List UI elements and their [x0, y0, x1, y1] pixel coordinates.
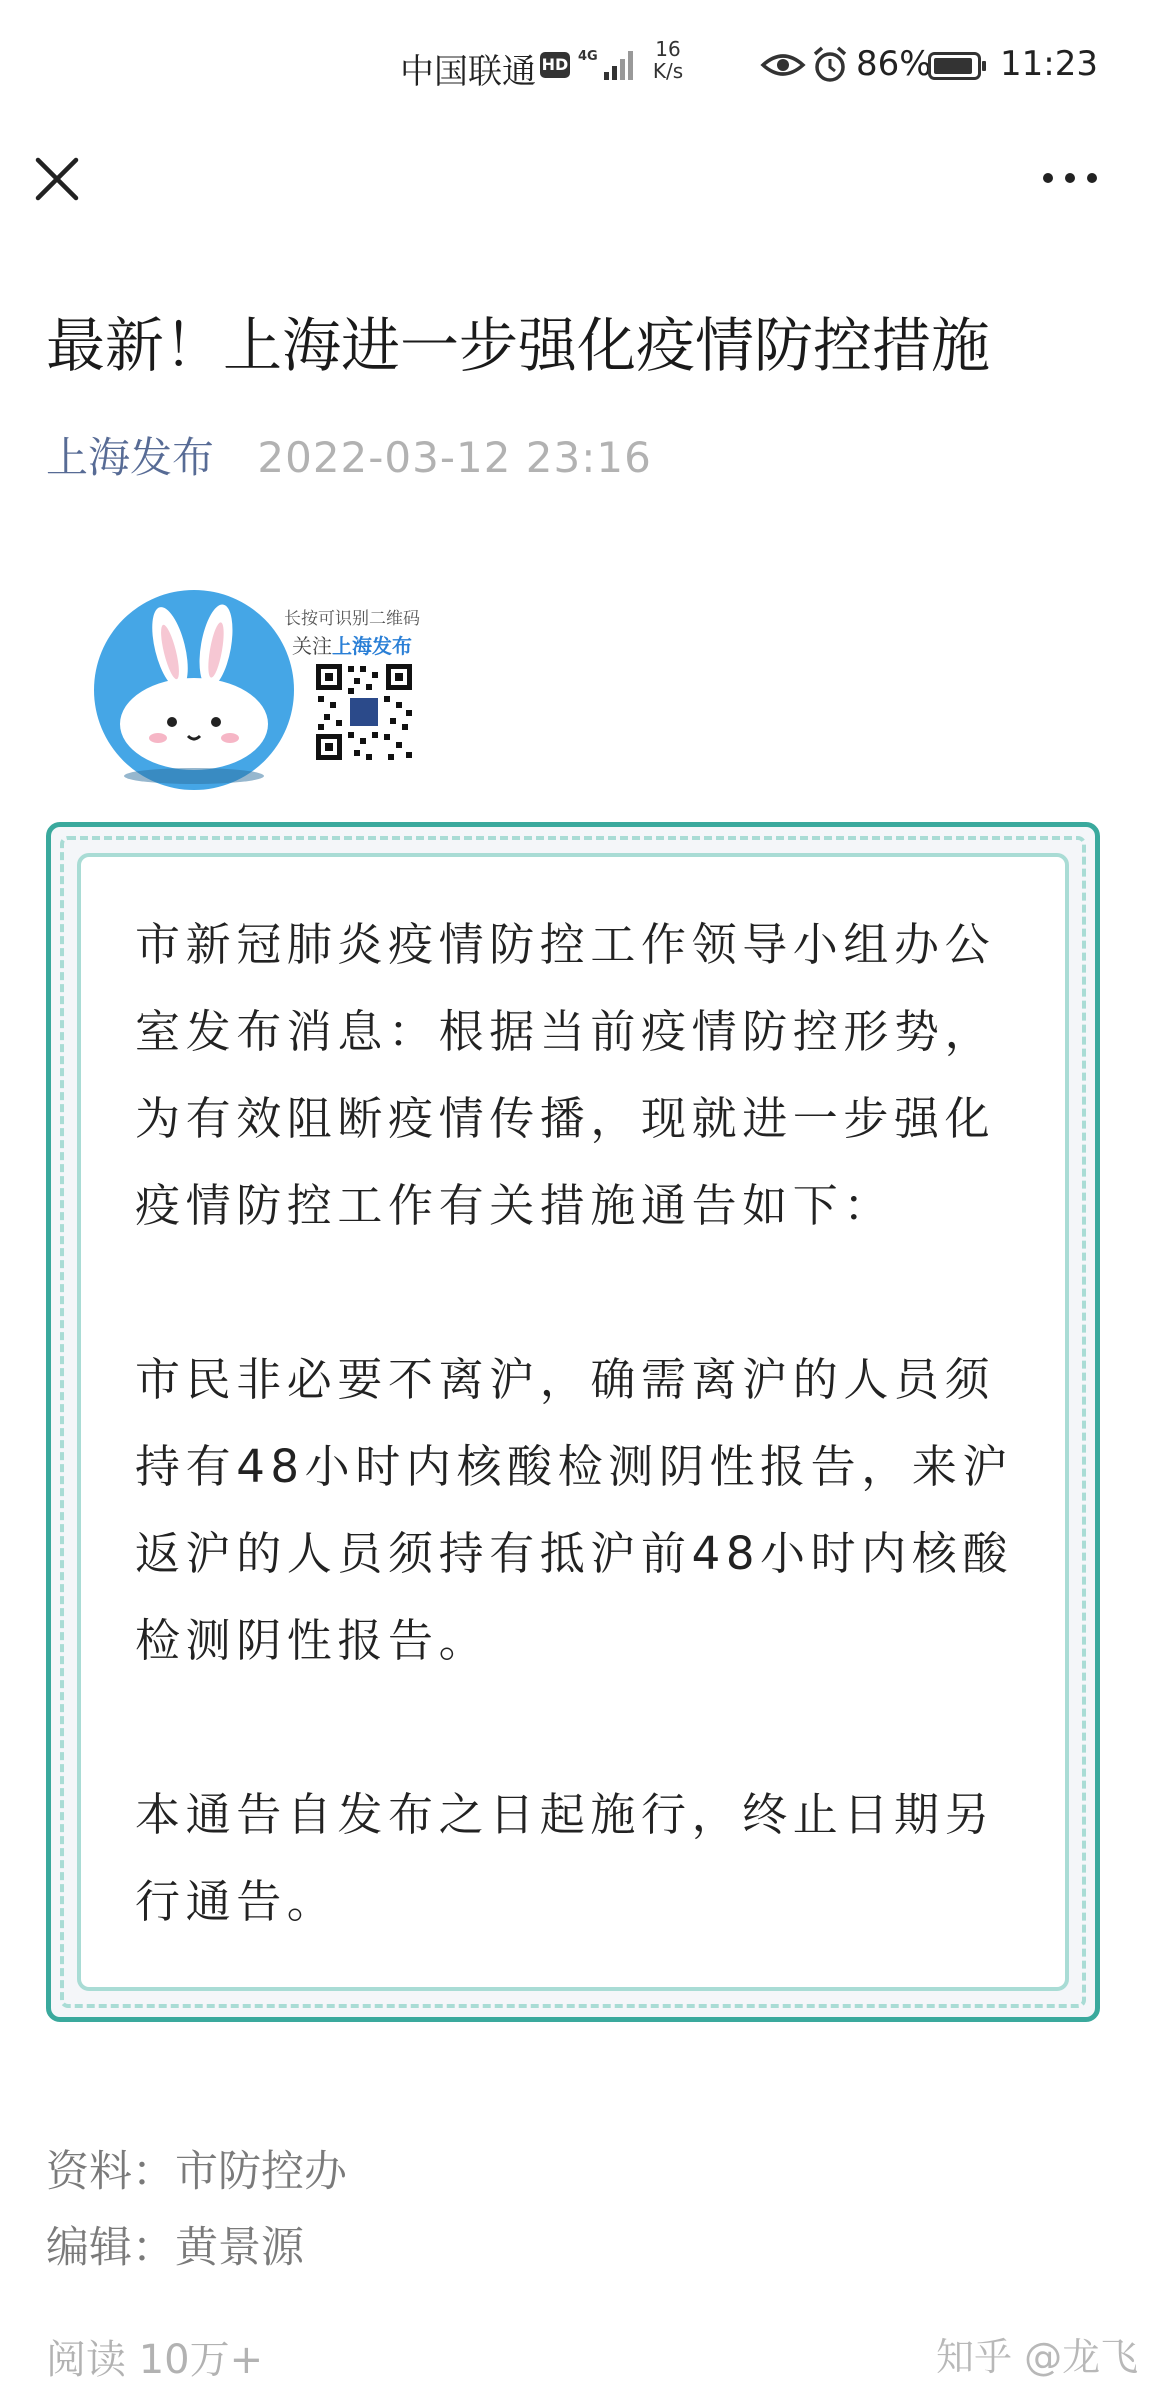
notice-card: [77, 853, 1069, 1991]
network-speed-unit: K/s: [652, 59, 684, 83]
battery-icon: [928, 52, 988, 80]
signal-icon: [578, 46, 638, 82]
notice-paragraph: 市民非必要不离沪，确需离沪的人员须持有48小时内核酸检测阴性报告，来沪返沪的人员须持有抵沪前48小时内核酸检测阴性报告。: [135, 1353, 1014, 1667]
close-icon: [38, 160, 76, 198]
network-speed: [648, 38, 688, 82]
more-button[interactable]: [1038, 160, 1102, 196]
close-button[interactable]: [30, 152, 84, 206]
carrier-name: 中国联通: [400, 52, 536, 92]
notice-body: [135, 901, 1035, 1945]
watermark: 知乎 @龙飞: [936, 2335, 1139, 2379]
article-title: 最新！上海进一步强化疫情防控措施: [46, 311, 991, 380]
clock: 11:23: [1000, 44, 1098, 84]
editor-credit: 编辑：黄景源: [46, 2223, 304, 2273]
read-count: 阅读 10万+: [46, 2337, 264, 2383]
more-icon: [1043, 173, 1097, 183]
bunny-logo-icon: [92, 590, 296, 790]
network-speed-value: 16: [655, 37, 681, 61]
article-meta: [46, 428, 652, 488]
network-type-label: 4G: [578, 49, 598, 64]
source-credit: 资料：市防控办: [46, 2147, 347, 2197]
qr-follow-text: [292, 630, 412, 659]
alarm-icon: [812, 46, 848, 84]
notice-paragraph: 市新冠肺炎疫情防控工作领导小组办公室发布消息：根据当前疫情防控形势，为有效阻断疫情传播，现就进一步强化疫情防控工作有关措施通告如下：: [135, 918, 996, 1232]
battery-percent: 86%: [856, 44, 932, 84]
qr-follow-prefix: 关注: [292, 634, 332, 658]
eye-comfort-icon: [760, 50, 806, 80]
author-link[interactable]: 上海发布: [46, 433, 215, 482]
hd-badge: HD: [540, 52, 570, 78]
notice-frame: [46, 822, 1100, 2022]
notice-paragraph: 本通告自发布之日起施行，终止日期另行通告。: [135, 1788, 996, 1928]
publish-date: 2022-03-12 23:16: [257, 433, 652, 482]
follow-banner[interactable]: [92, 590, 452, 790]
qr-follow-brand: 上海发布: [332, 634, 412, 658]
qr-hint-text: 长按可识别二维码: [284, 609, 420, 629]
qr-code-icon: [314, 662, 414, 762]
status-bar: [0, 0, 1152, 135]
